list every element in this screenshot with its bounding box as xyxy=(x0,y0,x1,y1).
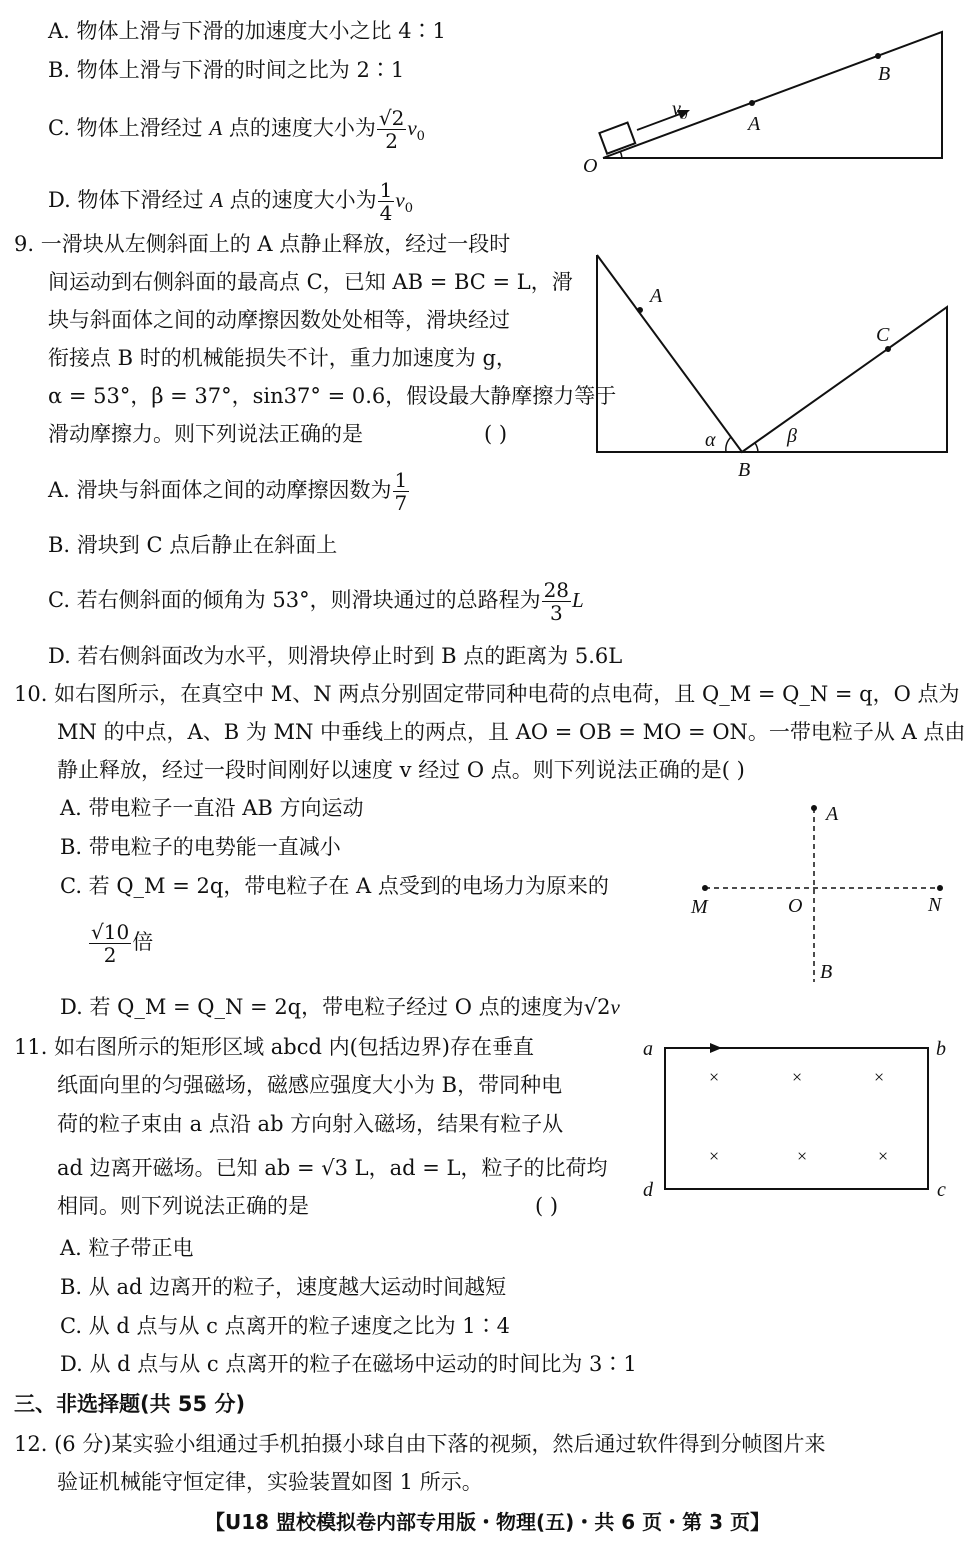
q11-stem-line-5: 相同。则下列说法正确的是 xyxy=(57,1194,309,1218)
q9-stem-line-3: 块与斜面体之间的动摩擦因数处处相等，滑块经过 xyxy=(48,308,510,332)
q10-label-b: B xyxy=(820,961,833,983)
q10-stem-line-3: 静止释放，经过一段时间刚好以速度 v 经过 O 点。则下列说法正确的是( ) xyxy=(57,758,745,782)
q9-stem-line-4: 衔接点 B 时的机械能损失不计，重力加速度为 g， xyxy=(48,346,517,370)
q10-option-c-line-2: $\frac{√10}{2}$ 倍 xyxy=(91,920,154,967)
q10-label-m: M xyxy=(691,896,708,918)
q9-stem-line-2: 间运动到右侧斜面的最高点 C，已知 AB = BC = L，滑 xyxy=(48,270,573,294)
q9-answer-paren: ( ) xyxy=(484,422,508,446)
q10-label-n: N xyxy=(928,894,942,916)
q10-label-o: O xyxy=(788,895,803,917)
q11-stem-line-3: 荷的粒子束由 a 点沿 ab 方向射入磁场，结果有粒子从 xyxy=(57,1112,564,1136)
q8-option-b: B. 物体上滑与下滑的时间之比为 2∶1 xyxy=(48,58,405,82)
q9-option-a: A. 滑块与斜面体之间的动摩擦因数为 $\frac{1}{7}$ xyxy=(48,468,408,515)
q9-label-a: A xyxy=(650,285,663,307)
q9-stem-line-1: 9. 一滑块从左侧斜面上的 A 点静止释放，经过一段时 xyxy=(14,232,511,256)
q9-stem-line-5: α = 53°，β = 37°，sin37° = 0.6，假设最大静摩擦力等于 xyxy=(48,384,617,408)
q8-option-a: A. 物体上滑与下滑的加速度大小之比 4∶1 xyxy=(48,19,446,43)
q8-option-c: C. 物体上滑经过 A 点的速度大小为 $\frac{√2}{2}$ $v_0$ xyxy=(48,106,425,153)
q11-option-b: B. 从 ad 边离开的粒子，速度越大运动时间越短 xyxy=(60,1275,507,1299)
q10-option-a: A. 带电粒子一直沿 AB 方向运动 xyxy=(60,796,364,820)
q11-label-a: a xyxy=(643,1038,653,1060)
q8-label-v0: $v_0$ xyxy=(672,98,688,122)
field-cross: × xyxy=(797,1146,808,1166)
q12-stem-line-1: 12. (6 分)某实验小组通过手机拍摄小球自由下落的视频，然后通过软件得到分帧图片来 xyxy=(14,1432,826,1456)
page-footer: 【U18 盟校模拟卷内部专用版・物理(五)・共 6 页・第 3 页】 xyxy=(205,1510,770,1534)
q11-option-c: C. 从 d 点与从 c 点离开的粒子速度之比为 1∶4 xyxy=(60,1314,510,1338)
q10-option-d: D. 若 Q_M = Q_N = 2q，带电粒子经过 O 点的速度为√2v xyxy=(60,995,620,1019)
q9-option-c: C. 若右侧斜面的倾角为 53°，则滑块通过的总路程为 $\frac{28}{3}$ L xyxy=(48,578,584,625)
q9-label-alpha: α xyxy=(705,429,716,451)
q8-option-d: D. 物体下滑经过 A 点的速度大小为 $\frac{1}{4}$ $v_0$ xyxy=(48,178,413,225)
q9-label-beta: β xyxy=(787,425,797,447)
q10-option-c-line-1: C. 若 Q_M = 2q，带电粒子在 A 点受到的电场力为原来的 xyxy=(60,874,609,898)
q9-option-b: B. 滑块到 C 点后静止在斜面上 xyxy=(48,533,338,557)
q11-option-d: D. 从 d 点与从 c 点离开的粒子在磁场中运动的时间比为 3∶1 xyxy=(60,1352,637,1376)
q11-option-a: A. 粒子带正电 xyxy=(60,1236,194,1260)
q8-label-b: B xyxy=(878,63,891,85)
field-cross: × xyxy=(878,1146,889,1166)
section-heading: 三、非选择题(共 55 分) xyxy=(14,1392,246,1416)
q11-label-d: d xyxy=(643,1179,653,1201)
q11-label-c: c xyxy=(937,1179,946,1201)
q11-field-crosses xyxy=(709,1067,888,1166)
q9-option-d: D. 若右侧斜面改为水平，则滑块停止时到 B 点的距离为 5.6L xyxy=(48,644,623,668)
field-cross: × xyxy=(792,1067,803,1087)
q8-label-a: A xyxy=(748,113,761,135)
q9-label-c: C xyxy=(876,324,890,346)
q9-stem-line-6: 滑动摩擦力。则下列说法正确的是 xyxy=(48,422,363,446)
q8-label-o: O xyxy=(583,155,598,177)
q10-option-b: B. 带电粒子的电势能一直减小 xyxy=(60,835,341,859)
q12-stem-line-2: 验证机械能守恒定律，实验装置如图 1 所示。 xyxy=(57,1470,483,1494)
q10-label-a: A xyxy=(826,803,839,825)
q11-stem-line-4: ad 边离开磁场。已知 ab = √3 L，ad = L，粒子的比荷均 xyxy=(57,1156,608,1180)
field-cross: × xyxy=(874,1067,885,1087)
q11-label-b: b xyxy=(936,1038,946,1060)
q10-stem-line-2: MN 的中点，A、B 为 MN 中垂线上的两点，且 AO = OB = MO = ON。一带电粒子从 A 点由 xyxy=(57,720,966,744)
q10-stem-line-1: 10. 如右图所示，在真空中 M、N 两点分别固定带同种电荷的点电荷，且 Q_M = Q_N = q，O 点为 xyxy=(14,682,960,706)
q11-answer-paren: ( ) xyxy=(535,1194,559,1218)
q9-label-b: B xyxy=(738,459,751,481)
q11-stem-line-1: 11. 如右图所示的矩形区域 abcd 内(包括边界)存在垂直 xyxy=(14,1035,534,1059)
field-cross: × xyxy=(709,1146,720,1166)
field-cross: × xyxy=(709,1067,720,1087)
q11-stem-line-2: 纸面向里的匀强磁场，磁感应强度大小为 B，带同种电 xyxy=(57,1073,563,1097)
